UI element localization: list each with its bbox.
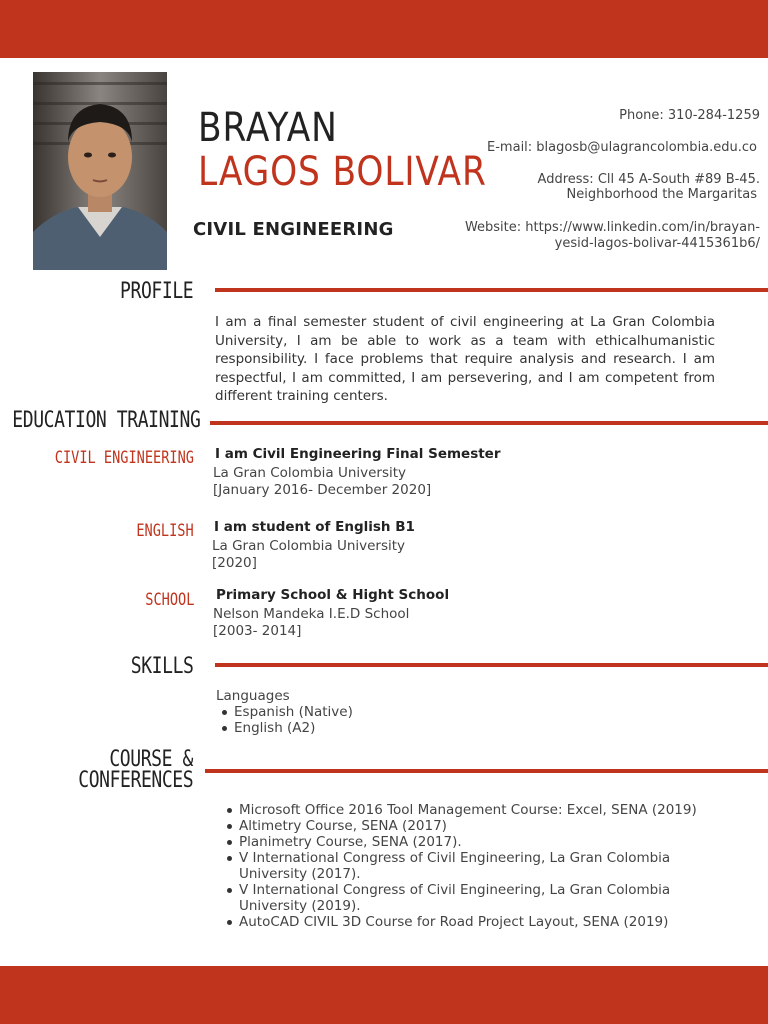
education-heading-english: I am student of English B1 <box>214 519 415 535</box>
education-period-english: [2020] <box>212 555 257 571</box>
education-section-title: EDUCATION TRAINING <box>11 408 200 433</box>
courses-section-title-line1: COURSE & <box>109 747 193 772</box>
contact-website-line2[interactable]: yesid-lagos-bolivar-4415361b6/ <box>554 236 760 251</box>
profile-section-title: PROFILE <box>119 279 193 304</box>
skills-section-title: SKILLS <box>130 654 193 679</box>
list-item: Microsoft Office 2016 Tool Management Course: Excel, SENA (2019) <box>239 802 739 818</box>
contact-address-line2: Neighborhood the Margaritas <box>566 187 757 202</box>
education-divider <box>210 421 768 425</box>
list-item: Planimetry Course, SENA (2017). <box>239 834 739 850</box>
profile-divider <box>215 288 768 292</box>
skills-languages-label: Languages <box>216 688 290 704</box>
courses-list <box>239 802 739 930</box>
education-period-civil: [January 2016- December 2020] <box>213 482 432 498</box>
profile-text: I am a final semester student of civil engineering at La Gran Colombia University, I am be able to work as a team with ethicalhumanistic responsibility. I face problems that require analysis and research. I am respectful, I am committed, I am persevering, and I am competent from different training centers. <box>215 314 715 404</box>
education-institution-school: Nelson Mandeka I.E.D School <box>213 606 410 622</box>
list-item: English (A2) <box>234 720 353 736</box>
education-heading-school: Primary School & Hight School <box>216 587 450 603</box>
last-name: LAGOS BOLIVAR <box>198 149 487 195</box>
top-accent-bar <box>0 0 768 58</box>
skills-list <box>234 704 353 736</box>
contact-email[interactable]: E-mail: blagosb@ulagrancolombia.edu.co <box>487 140 757 155</box>
list-item: V International Congress of Civil Engineering, La Gran Colombia University (2017). <box>239 850 739 882</box>
bottom-accent-bar <box>0 966 768 1024</box>
courses-section-title-line2: CONFERENCES <box>78 768 193 793</box>
list-item: Altimetry Course, SENA (2017) <box>239 818 739 834</box>
profile-photo <box>33 72 167 270</box>
courses-divider <box>205 769 768 773</box>
education-institution-english: La Gran Colombia University <box>212 538 406 554</box>
education-institution-civil: La Gran Colombia University <box>213 465 407 481</box>
education-label-english: ENGLISH <box>136 521 194 541</box>
education-label-civil: CIVIL ENGINEERING <box>54 448 194 468</box>
education-period-school: [2003- 2014] <box>213 623 302 639</box>
contact-phone: Phone: 310-284-1259 <box>619 108 760 123</box>
first-name: BRAYAN <box>198 105 338 151</box>
job-title: CIVIL ENGINEERING <box>193 219 394 240</box>
list-item: Espanish (Native) <box>234 704 353 720</box>
education-label-school: SCHOOL <box>144 590 194 610</box>
list-item: AutoCAD CIVIL 3D Course for Road Project Layout, SENA (2019) <box>239 914 739 930</box>
education-heading-civil: I am Civil Engineering Final Semester <box>215 446 501 462</box>
contact-address-line1: Address: Cll 45 A-South #89 B-45. <box>537 172 760 187</box>
contact-website-line1[interactable]: Website: https://www.linkedin.com/in/brayan- <box>464 220 760 235</box>
skills-divider <box>215 663 768 667</box>
list-item: V International Congress of Civil Engineering, La Gran Colombia University (2019). <box>239 882 739 914</box>
